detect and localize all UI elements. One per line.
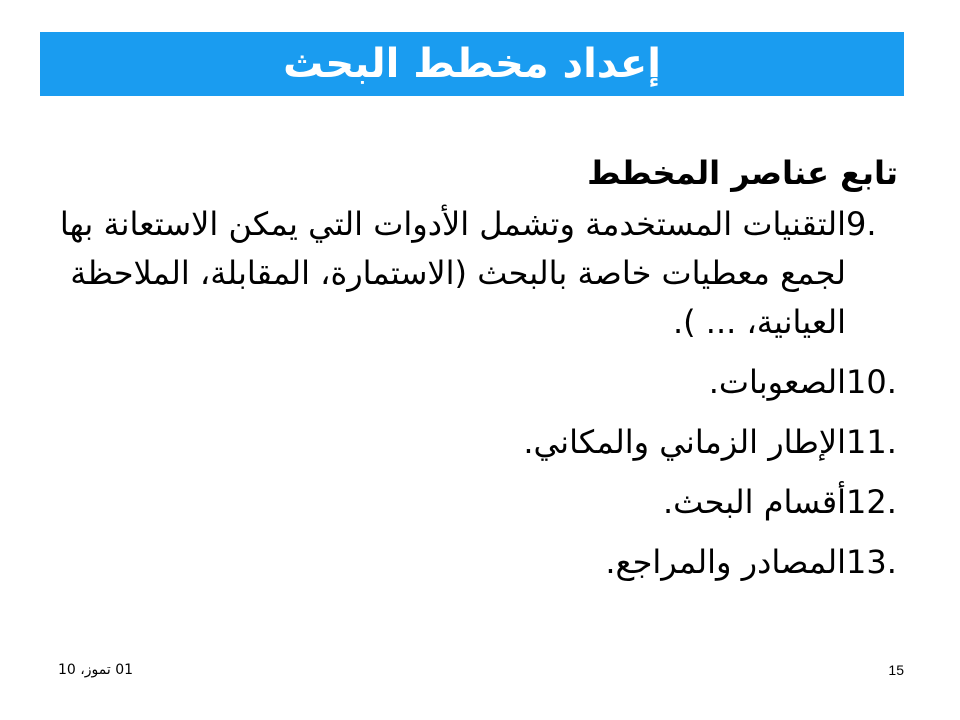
item-text: الإطار الزماني والمكاني. [523, 423, 846, 461]
slide-content [38, 150, 898, 598]
list-item [38, 478, 898, 527]
page-number: 15 [888, 662, 904, 678]
item-number: 11. [846, 423, 897, 461]
list-item [38, 200, 898, 347]
footer-date: 01 تموز، 10 [58, 662, 134, 678]
item-number: 10. [846, 363, 897, 401]
slide-title: إعداد مخطط البحث [283, 41, 661, 87]
item-number: 12. [846, 483, 897, 521]
item-text: الصعوبات. [708, 363, 846, 401]
list-item [38, 358, 898, 407]
item-text: المصادر والمراجع. [605, 543, 846, 581]
list-item [38, 418, 898, 467]
subheading: تابع عناصر المخطط [587, 154, 898, 192]
item-text: التقنيات المستخدمة وتشمل الأدوات التي يمكن الاستعانة بها لجمع معطيات خاصة بالبحث (الاستمارة، المقابلة، الملاحظة العيانية، ... ). [59, 205, 846, 341]
item-text: أقسام البحث. [662, 483, 846, 521]
title-bar [40, 32, 904, 96]
list-item [38, 538, 898, 587]
item-number: 13. [846, 543, 897, 581]
item-number: 9. [846, 205, 877, 243]
